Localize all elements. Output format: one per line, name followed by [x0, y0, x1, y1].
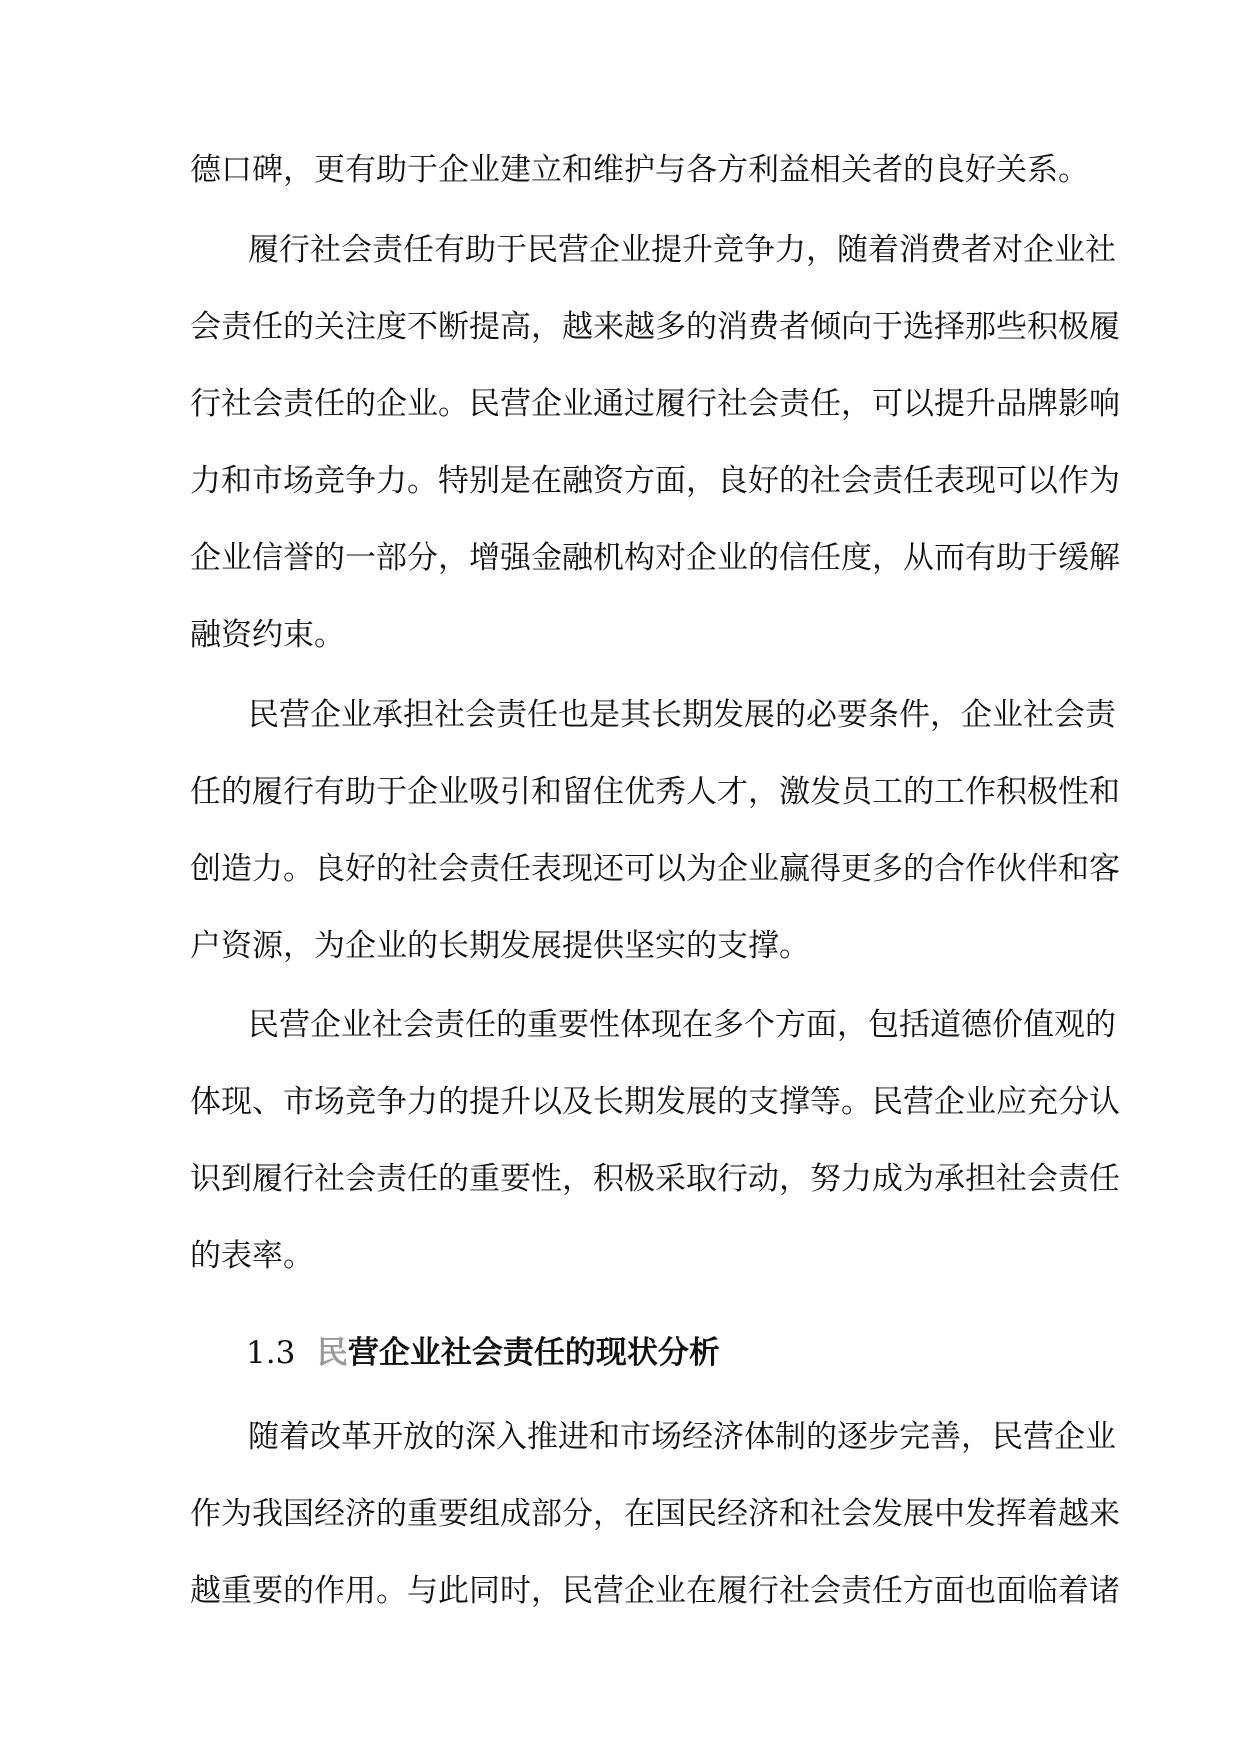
section-number: 1.3 [246, 1335, 296, 1371]
paragraph-line: 履行社会责任有助于民营企业提升竞争力，随着消费者对企业社 [248, 232, 1116, 268]
paragraph-line: 任的履行有助于企业吸引和留住优秀人才，激发员工的工作积极性和 [190, 774, 1120, 810]
paragraph-line: 力和市场竞争力。特别是在融资方面，良好的社会责任表现可以作为 [190, 463, 1120, 499]
paragraph-line: 随着改革开放的深入推进和市场经济体制的逐步完善，民营企业 [248, 1419, 1116, 1455]
paragraph-line: 行社会责任的企业。民营企业通过履行社会责任，可以提升品牌影响 [190, 386, 1120, 422]
paragraph-line: 会责任的关注度不断提高，越来越多的消费者倾向于选择那些积极履 [190, 309, 1120, 345]
paragraph-line: 作为我国经济的重要组成部分，在国民经济和社会发展中发挥着越来 [190, 1496, 1120, 1532]
paragraph-line: 体现、市场竞争力的提升以及长期发展的支撑等。民营企业应充分认 [190, 1084, 1120, 1120]
paragraph-line: 民营企业社会责任的重要性体现在多个方面，包括道德价值观的 [248, 1007, 1116, 1043]
paragraph-line: 民营企业承担社会责任也是其长期发展的必要条件，企业社会责 [248, 697, 1116, 733]
heading-title-rest: 营企业社会责任的现状分析 [347, 1335, 720, 1371]
paragraph-line: 户资源，为企业的长期发展提供坚实的支撑。 [190, 928, 810, 964]
heading-spacer [306, 1335, 317, 1371]
paragraph-line: 识到履行社会责任的重要性，积极采取行动，努力成为承担社会责任 [190, 1161, 1120, 1197]
paragraph-line: 德口碑，更有助于企业建立和维护与各方利益相关者的良好关系。 [190, 152, 1089, 188]
section-heading [246, 1333, 720, 1373]
paragraph-line: 融资约束。 [190, 617, 345, 653]
paragraph-line: 越重要的作用。与此同时，民营企业在履行社会责任方面也面临着诸 [190, 1573, 1120, 1609]
paragraph-line: 企业信誉的一部分，增强金融机构对企业的信任度，从而有助于缓解 [190, 540, 1120, 576]
heading-first-char: 民 [316, 1335, 348, 1371]
paragraph-line: 创造力。良好的社会责任表现还可以为企业赢得更多的合作伙伴和客 [190, 851, 1120, 887]
paragraph-line: 的表率。 [190, 1238, 314, 1274]
